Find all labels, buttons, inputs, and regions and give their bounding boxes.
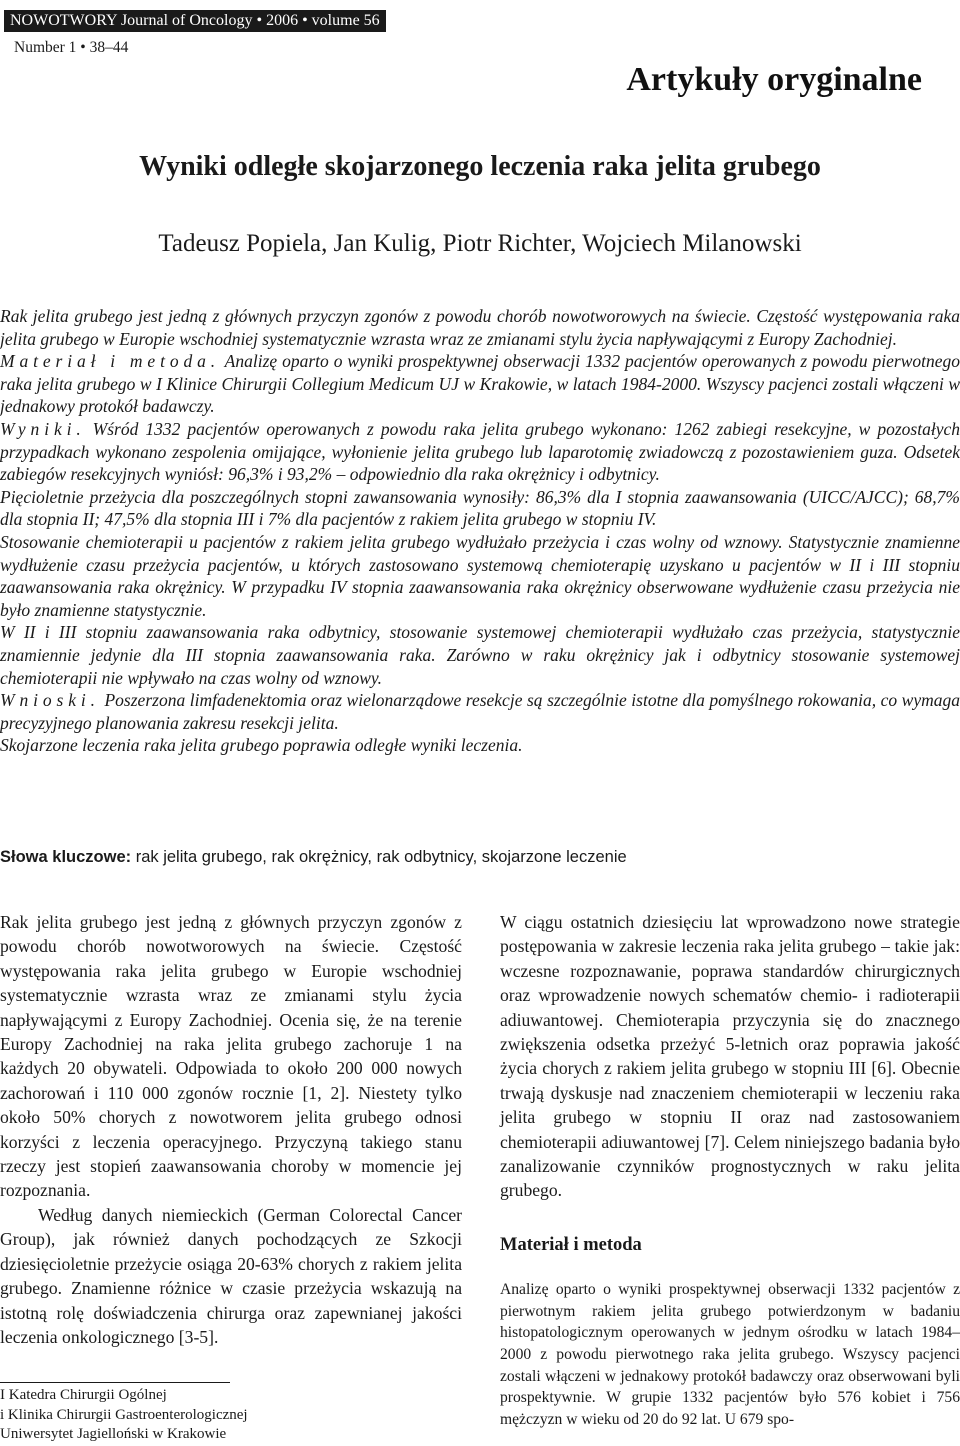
abstract-results-chemo: Stosowanie chemioterapii u pacjentów z rakiem jelita grubego wydłużało przeżycia i czas wolny od wznowy. Statystycznie znamienne wydłużenie czasu przeżycia pacjentów, u których zastosowano systemową chemioterapię uzyskano u pacjentów w II i III stopniu zaawansowania raka okrężnicy. W przypadku IV stopnia zaawansowania raka okrężnicy obserwowane wydłużenie czasu przeżycia nie było znamienne statystycznie.	[0, 531, 960, 620]
abstract-results	[0, 418, 960, 486]
abstract-final: Skojarzone leczenia raka jelita grubego poprawia odległe wyniki leczenia.	[0, 735, 523, 756]
affiliation-line: I Katedra Chirurgii Ogólnej	[0, 1387, 167, 1403]
abstract-conclusions	[0, 689, 960, 734]
abstract-conclusions-text: Poszerzona limfadenektomia oraz wielonarządowe resekcje są szczególnie istotne dla pomyślnego rokowania, co wymaga precyzyjnego planowania zakresu resekcji jelita.	[0, 690, 960, 733]
body-paragraph: Rak jelita grubego jest jedną z głównych przyczyn zgonów z powodu chorób nowotworowych na świecie. Częstość występowania raka jelita grubego w Europie wschodniej systematycznie wzrasta wraz ze zmianami stylu życia napływającymi z Europy Zachodniej. Ocenia się, że na terenie Europy Zachodniej na raka jelita grubego zachoruje 1 na każdych 20 obywateli. Odpowiada to około 200 000 nowych zachorowań i 110 000 zgonów rocznie [1, 2]. Niestety tylko około 50% chorych z nowotworem jelita grubego odnosi korzyści z leczenia operacyjnego. Przyczyną takiego stanu rzeczy jest stopień zaawansowania choroby w momencie jej rozpoznania.	[0, 912, 462, 1201]
abstract-results-survival: Pięcioletnie przeżycia dla poszczególnych stopni zawansowania wynosiły: 86,3% dla I stopnia zaawansowania (UICC/AJCC); 68,7% dla stopnia II; 47,5% dla stopnia III i 7% dla pacjentów z rakiem jelita grubego w stopniu IV.	[0, 486, 960, 530]
abstract-methods-text: Analizę oparto o wyniki prospektywnej obserwacji 1332 pacjentów operowanych z powodu pierwotnego raka jelita grubego w I Klinice Chirurgii Collegium Medicum UJ w Krakowie, w latach 1984-2000. Wszyscy pacjenci zostali włączeni w jednakowy protokół badawczy.	[0, 351, 960, 417]
footnote-divider	[0, 1382, 230, 1383]
affiliation-line: Uniwersytet Jagielloński w Krakowie	[0, 1426, 227, 1442]
abstract-conclusions-label: Wnioski.	[0, 690, 100, 711]
abstract-results-label: Wyniki.	[0, 418, 86, 439]
body-paragraph: Według danych niemieckich (German Colorectal Cancer Group), jak również danych pochodzących ze Szkocji dziesięcioletnie przeżycie osiąga 20-63% chorych z rakiem jelita grubego. Znamienne różnice w czasie przeżycia wskazują na istotną rolę doświadczenia chirurga oraz zapewnianej jakości leczenia onkologicznego [3-5].	[0, 1204, 462, 1347]
abstract-intro: Rak jelita grubego jest jedną z głównych przyczyn zgonów z powodu chorób nowotworowych na świecie. Częstość występowania raka jelita grubego w Europie wschodniej systematycznie wzrasta wraz ze zmianami stylu życia napływającymi z Europy Zachodniej.	[0, 306, 960, 349]
keywords	[0, 845, 960, 869]
affiliation-line: i Klinika Chirurgii Gastroenterologicznej	[0, 1406, 248, 1423]
journal-banner: NOWOTWORY Journal of Oncology • 2006 • volume 56	[4, 10, 386, 32]
article-title: Wyniki odległe skojarzonego leczenia raka jelita grubego	[139, 151, 821, 182]
keywords-label: Słowa kluczowe:	[0, 848, 132, 866]
body-paragraph: W ciągu ostatnich dziesięciu lat wprowadzono nowe strategie postępowania w zakresie leczenia raka jelita grubego – takie jak: wczesne rozpoznawanie, poprawa standardów chirurgicznych oraz wprowadzenie nowych schematów chemio- i radioterapii adiuwantowej. Chemioterapia przyczynia się do znacznego zwiększenia odsetka przeżyć 5-letnich oraz poprawia jakość życia chorych z rakiem jelita grubego w stopniu III [6]. Obecnie trwają dyskusje nad znaczeniem chemioterapii w leczeniu raka jelita grubego w stopniu II oraz nad zastosowaniem chemioterapii adiuwantowej [7]. Celem niniejszego badania było zanalizowanie czynników prognostycznych w raku jelita grubego.	[500, 912, 960, 1201]
article-authors: Tadeusz Popiela, Jan Kulig, Piotr Richter, Wojciech Milanowski	[158, 230, 802, 257]
section-title: Artykuły oryginalne	[626, 61, 922, 98]
body-column-left	[0, 910, 462, 1349]
body-column-right	[500, 910, 960, 1430]
abstract-methods	[0, 350, 960, 418]
abstract-results-rectum: W II i III stopniu zaawansowania raka odbytnicy, stosowanie systemowej chemioterapii wydłużało czas przeżycia, statystycznie znamiennie jedynie dla III stopnia zaawansowania raka. Zarówno w raku okrężnicy jak i odbytnicy stosowanie systemowej chemioterapii nie wpływało na czas wolny od wznowy.	[0, 622, 960, 688]
abstract	[0, 305, 960, 757]
abstract-methods-label: Materiał i metoda.	[0, 351, 221, 372]
abstract-results-text: Wśród 1332 pacjentów operowanych z powodu raka jelita grubego wykonano: 1262 zabiegi resekcyjne, w pozostałych przypadkach wykonano zespolenia omijające, wyłonienie jelita grubego lub laparotomię zwiadowczą z pozostawieniem guza. Odsetek zabiegów resekcyjnych wyniósł: 96,3% i 93,2% – odpowiednio dla raka okrężnicy i odbytnicy.	[0, 418, 960, 485]
keywords-text: rak jelita grubego, rak okrężnicy, rak odbytnicy, skojarzone leczenie	[131, 848, 627, 866]
issue-number: Number 1 • 38–44	[14, 39, 129, 56]
section-heading-methods: Materiał i metoda	[500, 1234, 642, 1255]
body-paragraph: Analizę oparto o wyniki prospektywnej obserwacji 1332 pacjentów z pierwotnym rakiem jelita grubego potwierdzonym w badaniu histopatologicznym operowanych w jednym ośrodku w latach 1984–2000 z powodu pierwotnego raka jelita grubego. Wszyscy pacjenci zostali włączeni w jednakowy protokół badawczy oraz obserwowani byli prospektywnie. W grupie 1332 pacjentów było 576 kobiet i 756 mężczyzn w wieku od 20 do 92 lat. U 679 spo-	[500, 1281, 960, 1428]
affiliation-footnote	[0, 1386, 470, 1445]
